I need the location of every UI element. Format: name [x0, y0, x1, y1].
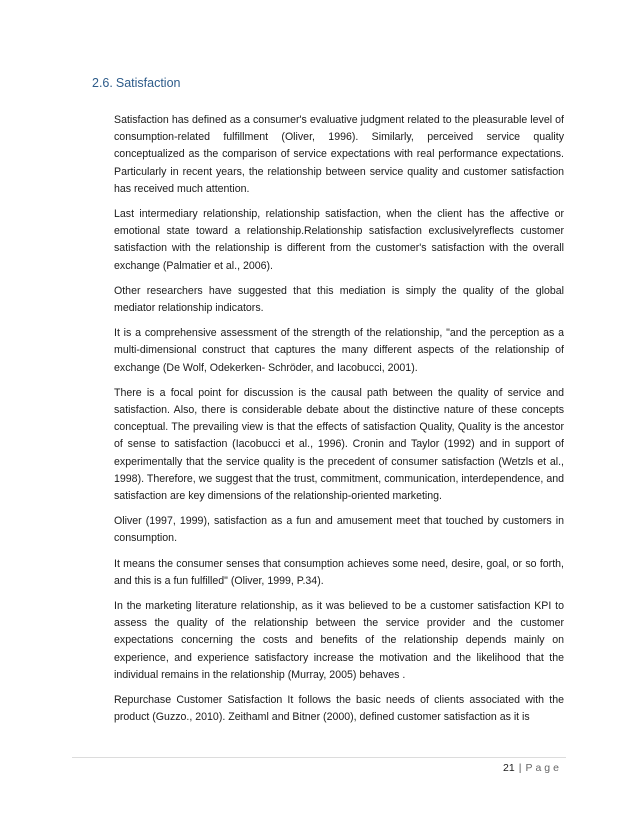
paragraph: It means the consumer senses that consumption achieves some need, desire, goal, or so forth, and this is a fun fulfilled" (Oliver, 1999, P.34). — [114, 557, 564, 587]
section-heading — [92, 76, 180, 90]
paragraph: In the marketing literature relationship, as it was believed to be a customer satisfaction KPI to assess the quality of the relationship between the service provider and the customer expectations concerning the costs and benefits of the relationship depends mainly on experience, and experience satisfactory increase the motivation and the likelihood that the individual remains in the relationship (Murray, 2005) behaves . — [114, 600, 564, 681]
paragraph: Last intermediary relationship, relationship satisfaction, when the client has the affective or emotional state toward a relationship.Relationship satisfaction exclusivelyreflects customer satisfaction with the relationship is different from the customer's satisfaction with the overall exchange (Palmatier et al., 2006). — [114, 208, 564, 272]
paragraph: There is a focal point for discussion is the causal path between the quality of service and satisfaction. Also, there is considerable debate about the distinctive nature of these concepts conceptual. The prevailing view is that the effects of satisfaction Quality, Quality is the ancestor of sense to satisfaction (Iacobucci et al., 1996). Cronin and Taylor (1992) and in support of experimentally that the service quality is the precedent of consumer satisfaction (Wetzls et al., 1998). Therefore, we suggest that the trust, commitment, communication, interdependence, and satisfaction are key dimensions of the relationship-oriented marketing. — [114, 386, 564, 503]
paragraph: It is a comprehensive assessment of the strength of the relationship, "and the perception as a multi-dimensional construct that captures the many different aspects of the relationship of exchange (De Wolf, Odekerken- Schröder, and Iacobucci, 2001). — [114, 327, 564, 374]
paragraph: Satisfaction has defined as a consumer's evaluative judgment related to the pleasurable level of consumption-related fulfillment (Oliver, 1996). Similarly, perceived service quality conceptualized as the comparison of service expectations with real performance expectations. Particularly in recent years, the relationship between service quality and customer satisfaction has received much attention. — [114, 114, 564, 195]
section-title: Satisfaction — [115, 76, 181, 90]
paragraph: Other researchers have suggested that this mediation is simply the quality of the global mediator relationship indicators. — [114, 284, 564, 315]
section-number: 2.6. — [92, 76, 113, 90]
page-label: Page — [525, 762, 562, 774]
paragraph: Oliver (1997, 1999), satisfaction as a fun and amusement meet that touched by customers in consumption. — [114, 515, 564, 545]
paragraph: Repurchase Customer Satisfaction It follows the basic needs of clients associated with the product (Guzzo., 2010). Zeithaml and Bitner (2000), defined customer satisfaction as it is — [114, 694, 564, 724]
page-number: 21 — [503, 762, 515, 774]
footer-separator: | — [518, 762, 522, 774]
body-text — [114, 112, 564, 735]
footer-divider — [72, 757, 566, 758]
page-footer — [470, 762, 562, 774]
